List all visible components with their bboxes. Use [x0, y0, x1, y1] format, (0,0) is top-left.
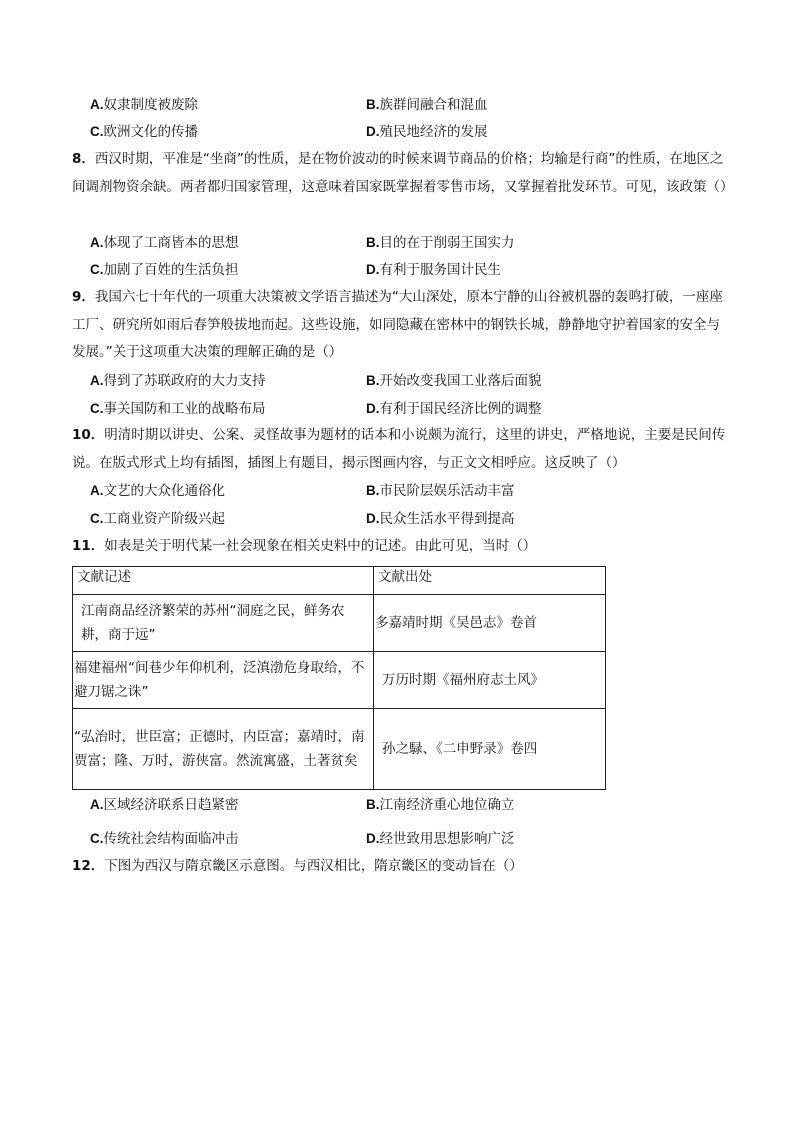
- option-text: 工商业资产阶级兴起: [103, 511, 225, 527]
- q7-option-c: [90, 123, 198, 141]
- question-number: 11．: [72, 538, 105, 554]
- q8-option-a: [90, 234, 239, 252]
- option-text: 有利于服务国计民生: [379, 262, 501, 278]
- q10-option-b: [366, 482, 515, 500]
- question-text: 西汉时期，平准是“坐商”的性质，是在物价波动的时候来调节商品的价格；均输是行商”的性质，在地区之间调剂物资余缺。两者都归国家管理，这意味着国家既掌握着零售市场，又掌握着批发环节。可见，该政策（）: [72, 151, 734, 195]
- option-text: 江南经济重心地位确立: [379, 797, 515, 813]
- option-letter: C.: [90, 262, 104, 277]
- option-text: 目的在于削弱王国实力: [379, 235, 515, 251]
- option-letter: B.: [366, 797, 380, 812]
- q8-stem: [72, 146, 732, 201]
- option-letter: D.: [366, 831, 380, 846]
- table-header-source: 文献出处: [374, 567, 606, 595]
- option-text: 体现了工商皆本的思想: [103, 235, 239, 251]
- option-letter: B.: [366, 373, 380, 388]
- q9-option-b: [366, 372, 542, 390]
- option-letter: D.: [366, 401, 380, 416]
- option-text: 事关国防和工业的战略布局: [103, 401, 266, 417]
- option-letter: B.: [366, 483, 380, 498]
- historical-sources-table: [72, 566, 606, 790]
- table-cell-source: 孙之騄、《二申野录》卷四: [374, 709, 606, 790]
- option-text: 欧洲文化的传播: [103, 124, 198, 140]
- option-text: 文艺的大众化通俗化: [103, 483, 225, 499]
- option-text: 加剧了百姓的生活负担: [103, 262, 239, 278]
- q7-option-b: [366, 96, 488, 114]
- table-row: [73, 652, 606, 709]
- option-text: 经世致用思想影响广泛: [379, 831, 515, 847]
- option-letter: B.: [366, 235, 380, 250]
- option-letter: B.: [366, 97, 380, 112]
- table-cell-record: 江南商品经济繁荣的苏州“洞庭之民，鲜务农耕，商于远”: [73, 595, 374, 652]
- option-text: 殖民地经济的发展: [379, 124, 488, 140]
- q11-option-c: [90, 830, 239, 848]
- option-letter: D.: [366, 124, 380, 139]
- table-cell-source: 多嘉靖时期《吴邑志》卷首: [374, 595, 606, 652]
- question-number: 12．: [72, 858, 105, 874]
- option-text: 传统社会结构面临冲击: [103, 831, 239, 847]
- table-cell-record: “弘治时，世臣富；正德时，内臣富；嘉靖时，南贾富；隆、万时，游侠富。然流寓盛，土著贫矣: [73, 709, 374, 790]
- option-letter: C.: [90, 401, 104, 416]
- option-letter: D.: [366, 511, 380, 526]
- question-text: 明清时期以讲史、公案、灵怪故事为题材的话本和小说颇为流行，这里的讲史，严格地说，主要是民间传说。在版式形式上均有插图，插图上有题目，揭示图画内容，与正文文相呼应。这反映了（）: [72, 427, 726, 471]
- option-text: 区域经济联系日趋紧密: [103, 797, 239, 813]
- option-text: 开始改变我国工业落后面貌: [379, 373, 542, 389]
- q11-option-d: [366, 830, 515, 848]
- option-letter: C.: [90, 831, 104, 846]
- question-text: 下图为西汉与隋京畿区示意图。与西汉相比，隋京畿区的变动旨在（）: [104, 858, 523, 874]
- option-text: 族群间融合和混血: [379, 97, 488, 113]
- option-text: 得到了苏联政府的大力支持: [103, 373, 266, 389]
- q8-option-b: [366, 234, 515, 252]
- q10-option-d: [366, 510, 515, 528]
- option-text: 市民阶层娱乐活动丰富: [379, 483, 515, 499]
- question-text: 我国六七十年代的一项重大决策被文学语言描述为“大山深处，原本宁静的山谷被机器的轰鸣打破，一座座工厂、研究所如雨后春笋般拔地而起。这些设施，如同隐藏在密林中的钢铁长城，静静地守护着国家的安全与发展。”关于这项重大决策的理解正确的是（）: [72, 289, 723, 360]
- option-text: 奴隶制度被废除: [103, 97, 198, 113]
- question-text: 如表是关于明代某一社会现象在相关史料中的记述。由此可见，当时（）: [104, 538, 537, 554]
- q9-option-c: [90, 400, 266, 418]
- q7-option-d: [366, 123, 488, 141]
- q11-stem: [72, 533, 732, 561]
- question-number: 9．: [72, 289, 95, 305]
- q10-option-a: [90, 482, 225, 500]
- option-letter: C.: [90, 124, 104, 139]
- q8-option-c: [90, 261, 239, 279]
- option-text: 有利于国民经济比例的调整: [379, 401, 542, 417]
- q10-stem: [72, 422, 732, 477]
- table-cell-source: 万历时期《福州府志土风》: [374, 652, 606, 709]
- q11-option-b: [366, 796, 515, 814]
- option-letter: A.: [90, 483, 104, 498]
- q9-stem: [72, 284, 732, 367]
- q11-option-a: [90, 796, 239, 814]
- option-letter: A.: [90, 97, 104, 112]
- q8-option-d: [366, 261, 501, 279]
- question-number: 10．: [72, 427, 105, 443]
- option-letter: A.: [90, 235, 104, 250]
- table-row: [73, 595, 606, 652]
- q9-option-d: [366, 400, 542, 418]
- table-header-row: [73, 567, 606, 595]
- option-text: 民众生活水平得到提高: [379, 511, 515, 527]
- question-number: 8．: [72, 151, 95, 167]
- option-letter: A.: [90, 797, 104, 812]
- q7-option-a: [90, 96, 198, 114]
- option-letter: C.: [90, 511, 104, 526]
- q12-stem: [72, 853, 732, 881]
- q9-option-a: [90, 372, 266, 390]
- q10-option-c: [90, 510, 225, 528]
- table-cell-record: 福建福州“间巷少年仰机利，泛滇渤危身取给，不避刀锯之诛”: [73, 652, 374, 709]
- table-header-record: 文献记述: [73, 567, 374, 595]
- option-letter: A.: [90, 373, 104, 388]
- option-letter: D.: [366, 262, 380, 277]
- table-row: [73, 709, 606, 790]
